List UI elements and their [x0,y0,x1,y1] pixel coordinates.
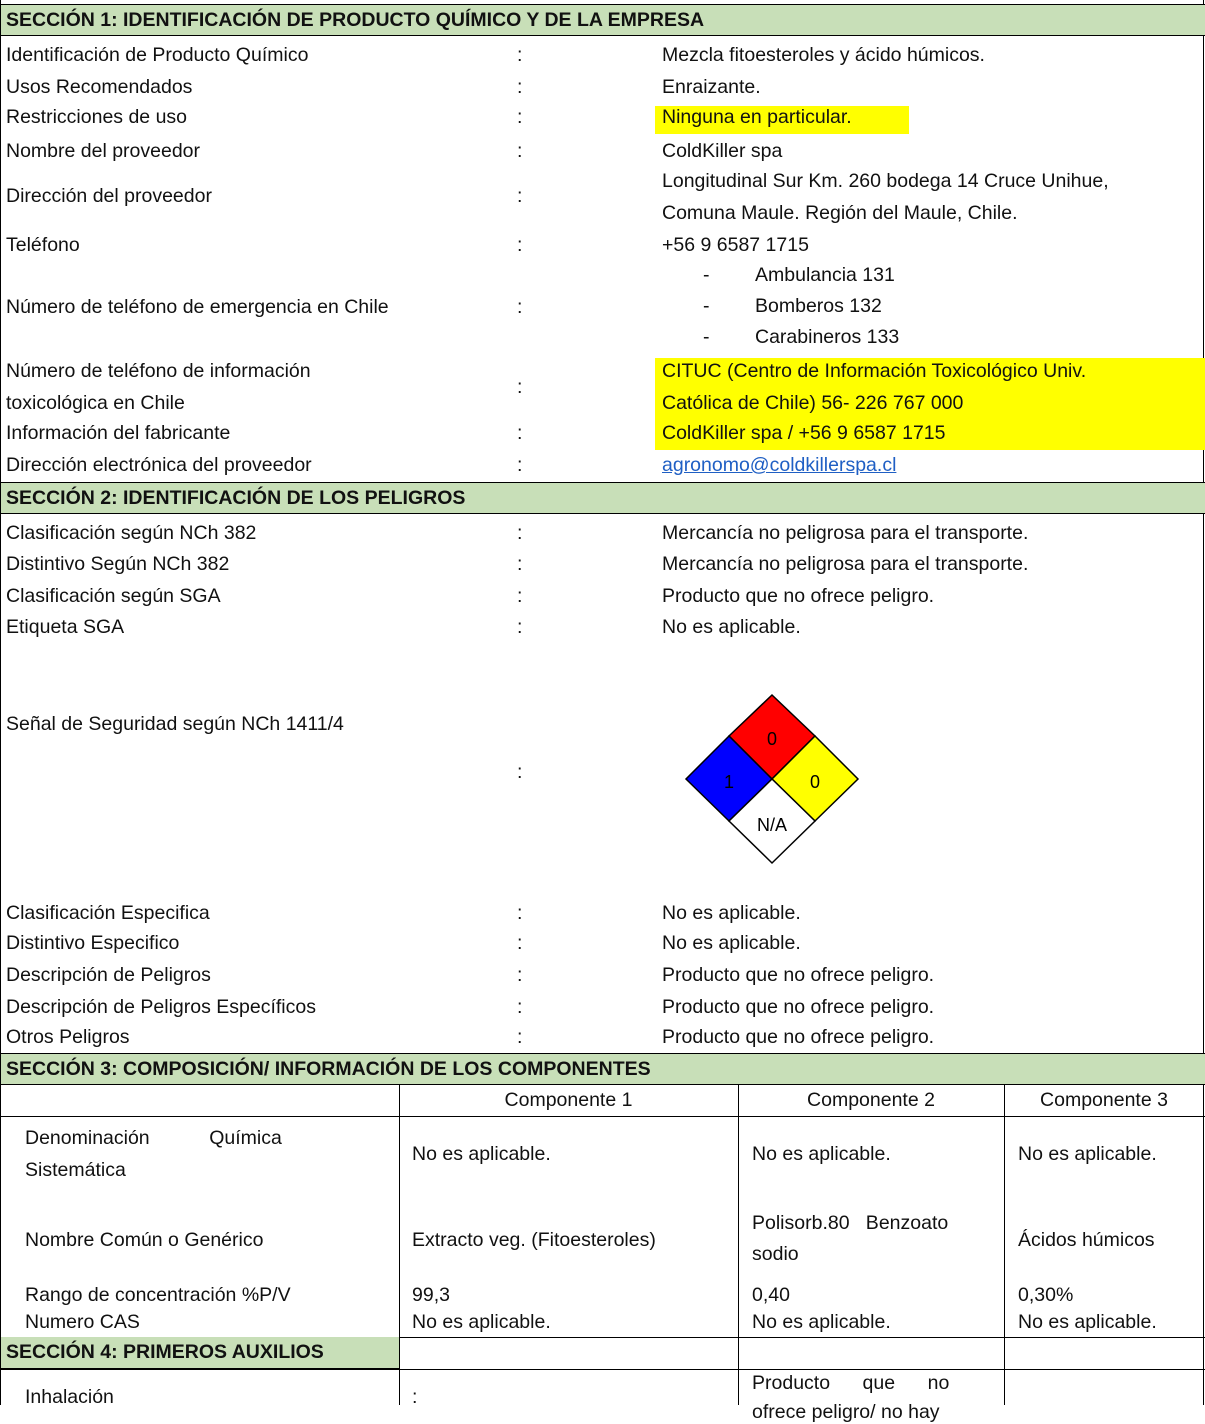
colon: : [412,1386,418,1408]
colon: : [517,185,523,207]
value: +56 9 6587 1715 [662,234,809,256]
colon: : [517,616,523,638]
cell-line-2: sodio [752,1243,799,1265]
row-divider [1,1369,1205,1370]
value: Mercancía no peligrosa para el transporte. [662,522,1029,544]
cell: No es aplicable. [752,1311,891,1333]
colon: : [517,454,523,476]
column-header: Componente 3 [1040,1089,1168,1111]
emergency-item: Bomberos 132 [755,295,882,317]
label: Rango de concentración %P/V [25,1284,291,1306]
column-header: Componente 2 [807,1089,935,1111]
value-line-2: Comuna Maule. Región del Maule, Chile. [662,202,1018,224]
email-link[interactable]: agronomo@coldkillerspa.cl [662,454,897,476]
cell: Ácidos húmicos [1018,1229,1155,1251]
cell: 0,30% [1018,1284,1074,1306]
label-line-1: Denominación Química [25,1127,282,1149]
label: Información del fabricante [6,422,231,444]
section-3-header: SECCIÓN 3: COMPOSICIÓN/ INFORMACIÓN DE LOS COMPONENTES [1,1053,1205,1085]
label: Nombre del proveedor [6,140,201,162]
value: No es aplicable. [662,902,801,924]
label-line-2: toxicológica en Chile [6,392,185,414]
label: Usos Recomendados [6,76,193,98]
cell: No es aplicable. [752,1143,891,1165]
colon: : [517,44,523,66]
bullet-dash: - [703,264,710,286]
row-divider [1,1116,1205,1117]
colon: : [517,964,523,986]
cell: No es aplicable. [412,1311,551,1333]
label: Nombre Común o Genérico [25,1229,264,1251]
column-divider [1004,1084,1005,1405]
value: Producto que no ofrece peligro. [662,585,935,607]
bullet-dash: - [703,295,710,317]
value: No es aplicable. [662,616,801,638]
value: Mercancía no peligrosa para el transporte. [662,553,1029,575]
colon: : [517,932,523,954]
label: Clasificación según SGA [6,585,221,607]
label: Clasificación Especifica [6,902,210,924]
colon: : [517,761,523,783]
value: Producto que no ofrece peligro. [662,1026,935,1048]
section-2-header: SECCIÓN 2: IDENTIFICACIÓN DE LOS PELIGROS [1,482,1205,514]
label: Restricciones de uso [6,106,188,128]
emergency-item: Ambulancia 131 [755,264,895,286]
colon: : [517,76,523,98]
colon: : [517,522,523,544]
flammability-value: 0 [766,729,778,749]
reactivity-value: 0 [809,772,821,792]
column-divider [738,1084,739,1405]
colon: : [517,585,523,607]
value: Ninguna en particular. [662,106,852,128]
value-line-1: Longitudinal Sur Km. 260 bodega 14 Cruce Unihue, [662,170,1109,192]
value-line-1: CITUC (Centro de Información Toxicológico Univ. [662,360,1087,382]
bullet-dash: - [703,326,710,348]
colon: : [517,296,523,318]
label: Número de teléfono de emergencia en Chile [6,296,389,318]
colon: : [517,422,523,444]
label: Dirección del proveedor [6,185,212,207]
label: Dirección electrónica del proveedor [6,454,312,476]
colon: : [517,376,523,398]
value: No es aplicable. [662,932,801,954]
label: Clasificación según NCh 382 [6,522,257,544]
cell: No es aplicable. [1018,1311,1157,1333]
health-value: 1 [723,772,735,792]
colon: : [517,106,523,128]
value: Producto que no ofrece peligro. [662,964,935,986]
nfpa-diamond-icon [682,693,862,863]
colon: : [517,902,523,924]
section-1-header: SECCIÓN 1: IDENTIFICACIÓN DE PRODUCTO QUÍMICO Y DE LA EMPRESA [1,4,1205,36]
section-4-header: SECCIÓN 4: PRIMEROS AUXILIOS [1,1337,399,1369]
value: Producto que no ofrece peligro. [662,996,935,1018]
special-value: N/A [756,815,788,835]
label: Inhalación [25,1386,114,1408]
value: Mezcla fitoesteroles y ácido húmicos. [662,44,985,66]
label-line-1: Número de teléfono de información [6,360,311,382]
colon: : [517,1026,523,1048]
value: ColdKiller spa [662,140,783,162]
label-line-2: Sistemática [25,1159,126,1181]
cell: No es aplicable. [412,1143,551,1165]
cell: No es aplicable. [1018,1143,1157,1165]
column-divider [399,1084,400,1405]
label: Señal de Seguridad según NCh 1411/4 [6,713,344,735]
colon: : [517,553,523,575]
label: Descripción de Peligros [6,964,211,986]
column-header: Componente 1 [504,1089,633,1111]
label: Descripción de Peligros Específicos [6,996,316,1018]
colon: : [517,234,523,256]
label: Otros Peligros [6,1026,130,1048]
value-line-2: ofrece peligro/ no hay [752,1401,940,1423]
label: Teléfono [6,234,80,256]
cell: 0,40 [752,1284,790,1306]
colon: : [517,140,523,162]
label: Etiqueta SGA [6,616,125,638]
label: Identificación de Producto Químico [6,44,309,66]
value: Enraizante. [662,76,761,98]
value-line-2: Católica de Chile) 56- 226 767 000 [662,392,964,414]
value: ColdKiller spa / +56 9 6587 1715 [662,422,946,444]
value-line-1: Producto que no [752,1372,950,1394]
cell: 99,3 [412,1284,450,1306]
colon: : [517,996,523,1018]
label: Numero CAS [25,1311,140,1333]
emergency-item: Carabineros 133 [755,326,900,348]
cell-line-1: Polisorb.80 Benzoato [752,1212,949,1234]
cell: Extracto veg. (Fitoesteroles) [412,1229,656,1251]
label: Distintivo Según NCh 382 [6,553,230,575]
label: Distintivo Especifico [6,932,180,954]
